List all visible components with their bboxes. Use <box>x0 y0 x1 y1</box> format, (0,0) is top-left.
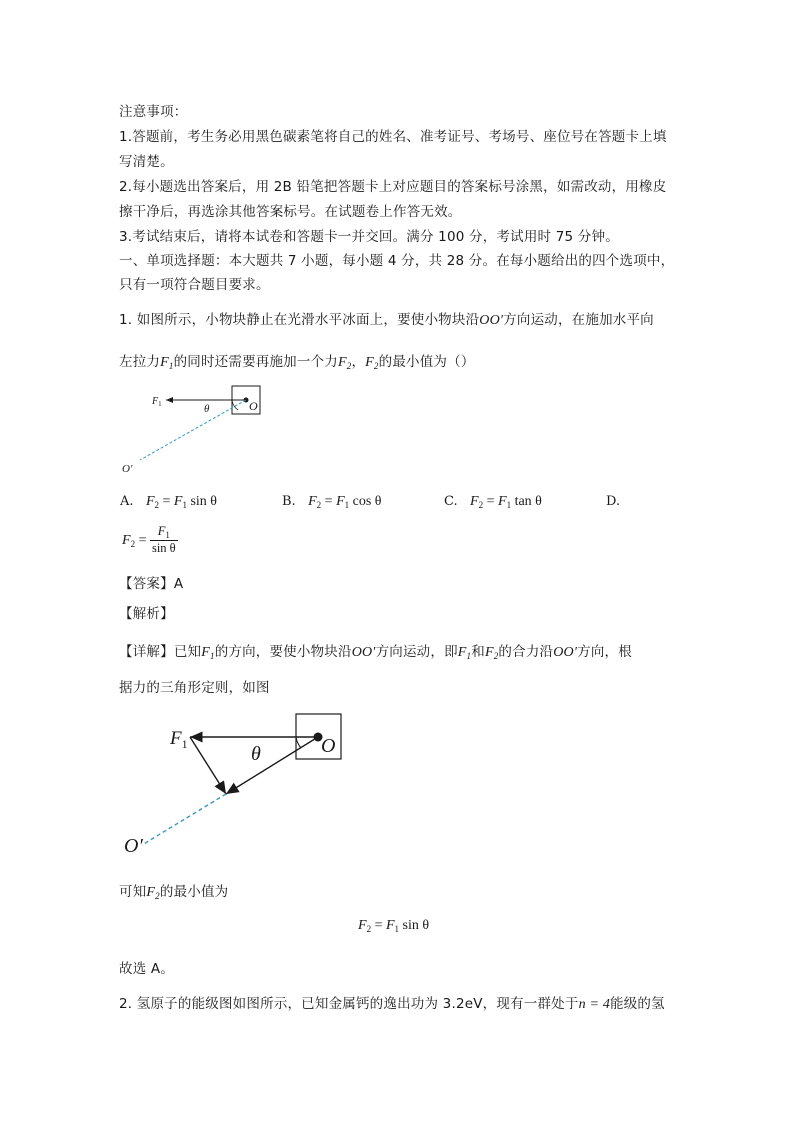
answer-tag: 【答案】 <box>119 576 174 592</box>
option-d-formula: $F_2$ = $\frac{F_1}{\text{sin θ}}$ <box>122 524 176 555</box>
result-formula: $F_2 = F_1$ sin θ <box>358 918 430 934</box>
option-b: B. $F_2 = F_1$ cos θ <box>282 494 382 510</box>
notice-item-2-line-2: 擦干净后，再选涂其他答案标号。在试题卷上作答无效。 <box>119 204 462 220</box>
label-theta-large: θ <box>251 743 261 765</box>
notice-item-1-line-2: 写清楚。 <box>119 154 174 170</box>
q1-small-figure <box>118 382 278 477</box>
path-oo-prime <box>140 400 246 460</box>
label-f1: $F_1$ <box>152 396 162 408</box>
choose-line: 故选 A。 <box>119 961 175 977</box>
q1-symbol-f2: $F_2$ <box>337 355 352 371</box>
section-heading-line-2: 只有一项符合题目要求。 <box>119 277 270 293</box>
label-theta: θ <box>204 403 210 415</box>
q1-symbol-f2b: $F_2$ <box>365 355 379 371</box>
q1-stem-text-b: 方向运动，在施加水平向 <box>503 312 654 328</box>
label-o-large: O <box>321 735 336 757</box>
notice-item-2-line-1: 2.每小题选出答案后，用 2B 铅笔把答题卡上对应题目的答案标号涂黑，如需改动，用橡皮 <box>119 179 667 195</box>
q1-stem-line-2 <box>119 350 475 371</box>
notice-item-1-line-1: 1.答题前，考生务必用黑色碳素笔将自己的姓名、准考证号、考场号、座位号在答题卡上填 <box>119 129 667 145</box>
q1-path-symbol: OO′ <box>479 313 504 328</box>
label-o-prime: O′ <box>122 463 133 475</box>
resultant-arrow <box>226 737 318 794</box>
q1-stem-text-f: 的最小值为（） <box>378 354 475 370</box>
option-d-label: D. <box>606 494 621 509</box>
theta-arc-large <box>296 737 301 748</box>
option-c: C. $F_2 = F_1$ tan θ <box>444 494 542 510</box>
q1-symbol-f1: $F_1$ <box>160 355 174 371</box>
notice-title: 注意事项： <box>119 104 188 120</box>
q1-solution-figure <box>120 708 360 858</box>
section-heading-line-1: 一、单项选择题：本大题共 7 小题，每小题 4 分，共 28 分。在每小题给出的四个选项中， <box>119 253 675 269</box>
q1-stem-text-a: 1. 如图所示，小物块静止在光滑水平冰面上，要使小物块沿 <box>119 312 480 328</box>
conclusion-line: 可知$F_2$的最小值为 <box>119 884 229 901</box>
analysis-tag: 【解析】 <box>119 606 174 622</box>
answer-line <box>119 572 183 592</box>
answer-value: A <box>173 576 184 592</box>
label-o-prime-large: O′ <box>124 835 143 857</box>
q1-stem-line-1 <box>119 308 654 329</box>
path-oo-prime-large <box>142 794 226 845</box>
q2-stem-line-1: 2. 氢原子的能级图如图所示，已知金属钙的逸出功为 3.2eV，现有一群处于n = 4能级的氢 <box>119 996 665 1012</box>
detail-line-2: 据力的三角形定则，如图 <box>119 680 270 696</box>
q1-stem-text-d: 的同时还需要再施加一个力 <box>173 354 338 370</box>
notice-item-3: 3.考试结束后，请将本试卷和答题卡一并交回。满分 100 分，考试用时 75 分钟。 <box>119 229 619 245</box>
option-a: A. $F_2 = F_1$ sin θ <box>120 494 218 510</box>
q1-stem-text-c: 左拉力 <box>119 354 161 370</box>
label-f1-large: $F_1$ <box>170 728 188 751</box>
q1-stem-text-e: ， <box>351 354 366 370</box>
f2-arrow-large <box>190 737 226 794</box>
label-o: O <box>249 399 258 413</box>
detail-line-1: 【详解】已知$F_1$的方向，要使小物块沿OO′方向运动，即$F_1$和$F_2$的合力沿OO′方向，根 <box>119 644 632 661</box>
